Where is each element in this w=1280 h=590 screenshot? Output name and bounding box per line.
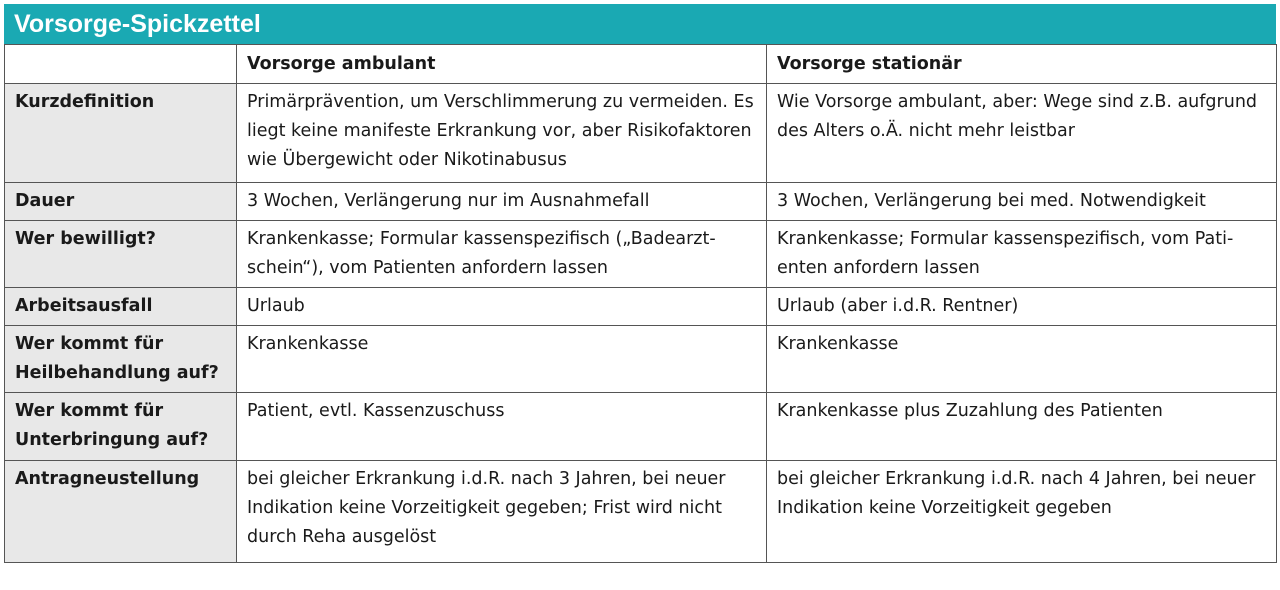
comparison-table: [4, 44, 1277, 563]
table-row: [5, 326, 1277, 393]
cell-stationaer: 3 Wochen, Verlängerung bei med. Notwendigkeit: [767, 183, 1277, 221]
header-row: [5, 45, 1277, 84]
cell-ambulant: Primärprävention, um Verschlimmerung zu vermeiden. Es liegt keine manifeste Erkrankung vor, aber Risikofaktoren wie Übergewicht oder Nikotinabusus: [237, 84, 767, 183]
cheat-sheet: [4, 4, 1276, 563]
table-row: [5, 183, 1277, 221]
row-header: Dauer: [5, 183, 237, 221]
row-header: Wer kommt für Unterbringung auf?: [5, 393, 237, 461]
cell-ambulant: Patient, evtl. Kassenzuschuss: [237, 393, 767, 461]
row-header: Arbeitsausfall: [5, 288, 237, 326]
table-row: [5, 221, 1277, 288]
cell-stationaer: Krankenkasse: [767, 326, 1277, 393]
cell-stationaer: Krankenkasse; Formular kassenspezifisch, vom Patienten anfordern lassen: [767, 221, 1277, 288]
table-row: [5, 288, 1277, 326]
row-header: Wer kommt für Heilbehandlung auf?: [5, 326, 237, 393]
table-row: [5, 393, 1277, 461]
table-row: [5, 461, 1277, 563]
row-header: Kurzdefinition: [5, 84, 237, 183]
column-header-stationaer: Vorsorge stationär: [767, 45, 1277, 84]
cell-stationaer: Wie Vorsorge ambulant, aber: Wege sind z.B. aufgrund des Alters o.Ä. nicht mehr leistbar: [767, 84, 1277, 183]
cell-stationaer: Urlaub (aber i.d.R. Rentner): [767, 288, 1277, 326]
cell-ambulant: bei gleicher Erkrankung i.d.R. nach 3 Jahren, bei neuer Indikation keine Vorzeitigkeit gegeben; Frist wird nicht durch Reha ausgelöst: [237, 461, 767, 563]
row-header: Antragneustellung: [5, 461, 237, 563]
table-row: [5, 84, 1277, 183]
cell-stationaer: Krankenkasse plus Zuzahlung des Patienten: [767, 393, 1277, 461]
cell-ambulant: 3 Wochen, Verlängerung nur im Ausnahmefall: [237, 183, 767, 221]
cell-ambulant: Krankenkasse: [237, 326, 767, 393]
corner-cell: [5, 45, 237, 84]
row-header: Wer bewilligt?: [5, 221, 237, 288]
cell-ambulant: Urlaub: [237, 288, 767, 326]
cell-ambulant: Krankenkasse; Formular kassenspezifisch („Badearztschein“), vom Patienten anfordern lassen: [237, 221, 767, 288]
sheet-title: Vorsorge-Spickzettel: [4, 4, 1276, 44]
cell-stationaer: bei gleicher Erkrankung i.d.R. nach 4 Jahren, bei neuer Indikation keine Vorzeitigkeit gegeben: [767, 461, 1277, 563]
column-header-ambulant: Vorsorge ambulant: [237, 45, 767, 84]
